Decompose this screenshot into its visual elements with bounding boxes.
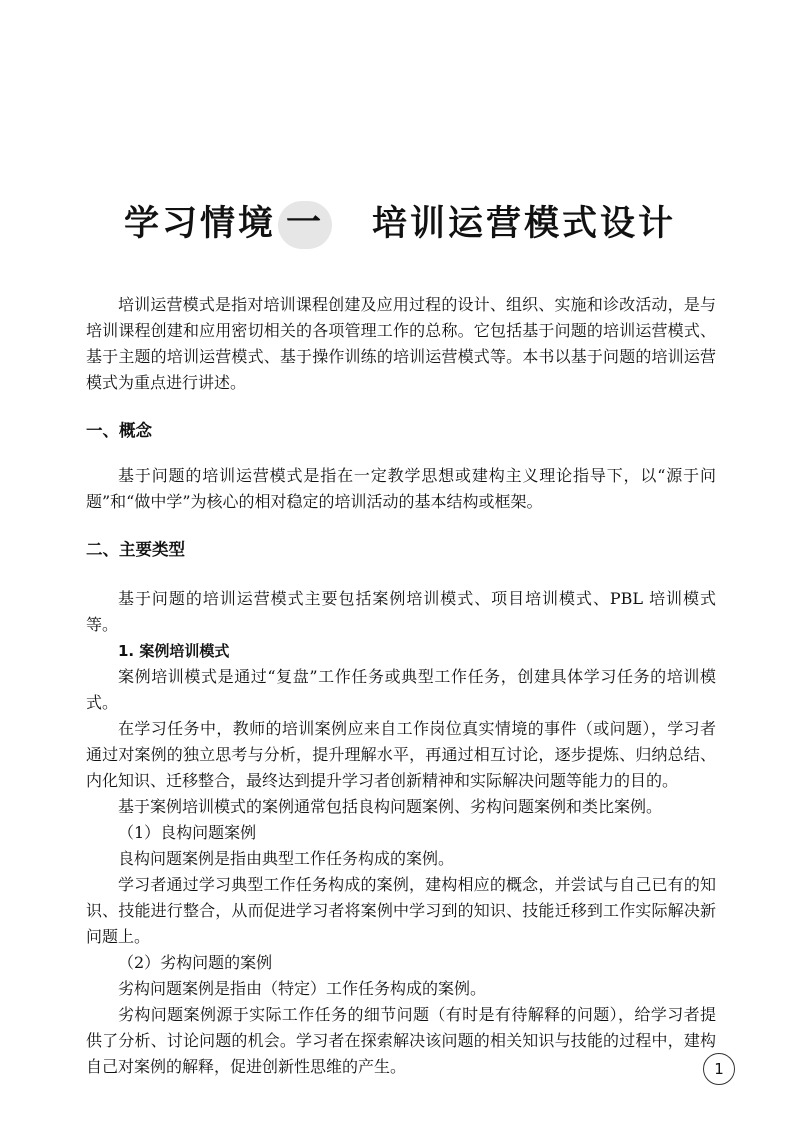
- ill-structured-case-title: （2）劣构问题的案例: [118, 953, 273, 972]
- case-training-subheading: 1. 案例培训模式: [118, 642, 230, 660]
- case-training-paragraph-3: 基于案例培训模式的案例通常包括良构问题案例、劣构问题案例和类比案例。: [118, 797, 663, 816]
- case-training-paragraph-1: 案例培训模式是通过“复盘”工作任务或典型工作任务，创建具体学习任务的培训模式。: [86, 667, 716, 712]
- chapter-label: 学习情境: [123, 204, 276, 244]
- page-number-badge: 1: [703, 1053, 735, 1085]
- chapter-name: 培训运营模式设计: [372, 204, 677, 244]
- well-structured-case-paragraph-1: 良构问题案例是指由典型工作任务构成的案例。: [118, 849, 455, 868]
- intro-block: [86, 292, 716, 396]
- well-structured-case-paragraph-2: 学习者通过学习典型工作任务构成的案例，建构相应的概念，并尝试与自己已有的知识、技能进行整合，从而促进学习者将案例中学习到的知识、技能迁移到工作实际解决新问题上。: [86, 875, 716, 946]
- section-heading-concept: 一、概念: [86, 421, 152, 440]
- section-types: [86, 537, 716, 563]
- types-intro-paragraph: 基于问题的培训运营模式主要包括案例培训模式、项目培训模式、PBL 培训模式等。: [86, 589, 716, 634]
- intro-paragraph: 培训运营模式是指对培训课程创建及应用过程的设计、组织、实施和诊改活动，是与培训课程创建和应用密切相关的各项管理工作的总称。它包括基于问题的培训运营模式、基于主题的培训运营模式、基于操作训练的培训运营模式等。本书以基于问题的培训运营模式为重点进行讲述。: [86, 295, 716, 392]
- chapter-title: [0, 196, 800, 249]
- case-training-paragraph-2: 在学习任务中，教师的培训案例应来自工作岗位真实情境的事件（或问题），学习者通过对案例的独立思考与分析，提升理解水平，再通过相互讨论，逐步提炼、归纳总结、内化知识、迁移整合，最终达到提升学习者创新精神和实际解决问题等能力的目的。: [86, 719, 716, 790]
- section-heading-types: 二、主要类型: [86, 540, 185, 559]
- ill-structured-case-paragraph-2: 劣构问题案例源于实际工作任务的细节问题（有时是有待解释的问题），给学习者提供了分析、讨论问题的机会。学习者在探索解决该问题的相关知识与技能的过程中，建构自己对案例的解释，促进创新性思维的产生。: [86, 1005, 716, 1076]
- concept-body-block: [86, 463, 716, 515]
- concept-paragraph: 基于问题的培训运营模式是指在一定教学思想或建构主义理论指导下，以“源于问题”和“做中学”为核心的相对稳定的培训活动的基本结构或框架。: [86, 466, 716, 511]
- ill-structured-case-paragraph-1: 劣构问题案例是指由（特定）工作任务构成的案例。: [118, 979, 487, 998]
- chapter-number-badge: 一: [278, 201, 332, 249]
- section-concept: [86, 418, 716, 444]
- types-body-block: [86, 586, 716, 1080]
- well-structured-case-title: （1）良构问题案例: [118, 823, 257, 842]
